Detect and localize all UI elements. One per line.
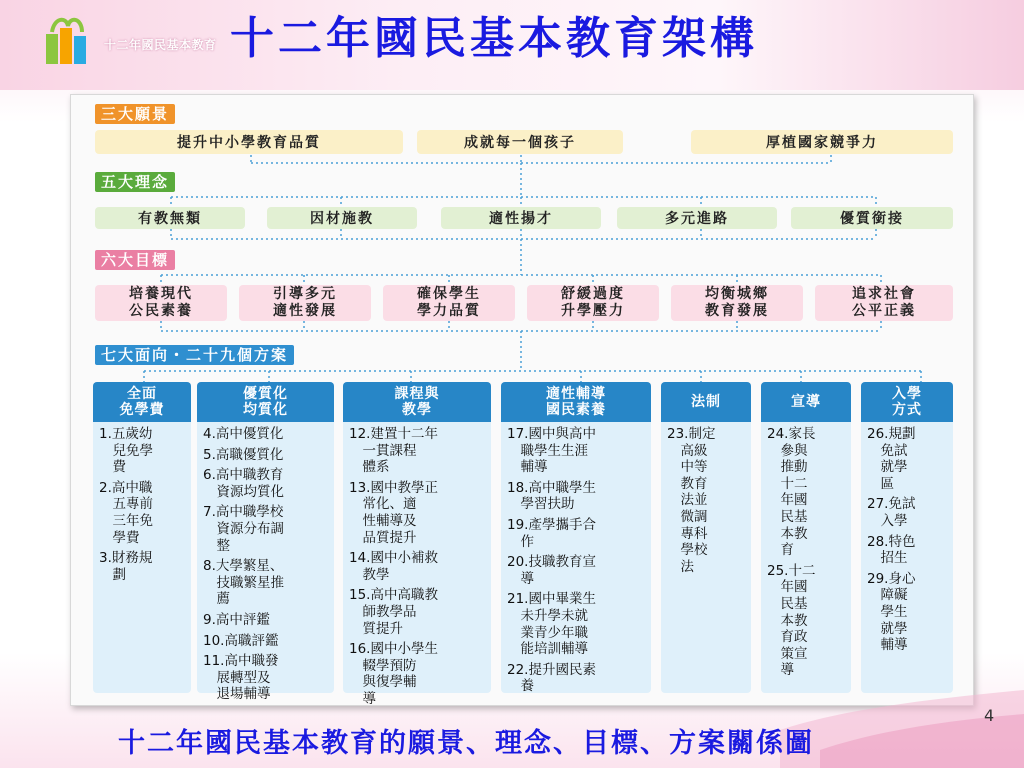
plan-item: 20.技職教育宣 導 — [507, 554, 596, 587]
plan-item: 2.高中職 五專前 三年免 學費 — [99, 479, 153, 546]
plan-item: 8.大學繁星、 技職繁星推 薦 — [203, 558, 284, 608]
plan-column-body — [99, 426, 189, 587]
plan-item: 29.身心 障礙 學生 就學 輔導 — [867, 570, 916, 654]
vision-item: 成就每一個孩子 — [417, 130, 623, 154]
plan-item: 6.高中職教育 資源均質化 — [203, 467, 284, 500]
plan-item: 23.制定 高級 中等 教育 法並 微調 專科 學校 法 — [667, 426, 716, 575]
plan-column-header: 入學 方式 — [861, 382, 953, 422]
plan-column-body — [667, 426, 749, 579]
goal-item: 均衡城鄉 教育發展 — [671, 285, 803, 321]
vision-item: 提升中小學教育品質 — [95, 130, 403, 154]
goal-item: 確保學生 學力品質 — [383, 285, 515, 321]
plan-column-body — [767, 426, 849, 683]
plan-column-body — [867, 426, 951, 658]
plan-item: 17.國中與高中 職學生生涯 輔導 — [507, 426, 596, 476]
plan-item: 21.國中畢業生 未升學未就 業青少年職 能培訓輔導 — [507, 591, 596, 658]
plan-item: 16.國中小學生 輟學預防 與復學輔 導 — [349, 641, 438, 707]
plan-item: 10.高職評鑑 — [203, 632, 279, 649]
section-label-goals: 六大目標 — [95, 250, 175, 270]
page-number: 4 — [984, 706, 995, 725]
vision-item: 厚植國家競爭力 — [691, 130, 953, 154]
plan-column — [197, 382, 334, 703]
diagram-caption: 十二年國民基本教育的願景、理念、目標、方案關係圖 — [118, 728, 814, 759]
plan-column-header: 優質化 均質化 — [197, 382, 334, 422]
plan-column-header: 宣導 — [761, 382, 851, 422]
plan-column — [661, 382, 751, 693]
plan-item: 22.提升國民素 養 — [507, 661, 596, 695]
plan-item: 19.產學攜手合 作 — [507, 516, 596, 550]
plan-item: 11.高中職發 展轉型及 退場輔導 — [203, 653, 279, 703]
plan-item: 1.五歲幼 兒免學 費 — [99, 426, 153, 476]
plan-column — [93, 382, 191, 693]
idea-item: 優質銜接 — [791, 207, 953, 229]
plan-item: 28.特色 招生 — [867, 533, 916, 567]
plan-column-header: 法制 — [661, 382, 751, 422]
goal-item: 引導多元 適性發展 — [239, 285, 371, 321]
plan-item: 5.高職優質化 — [203, 446, 284, 463]
plan-column — [501, 382, 651, 693]
idea-item: 因材施教 — [267, 207, 417, 229]
plan-column — [343, 382, 491, 707]
plan-item: 24.家長 參與 推動 十二 年國 民基 本教 育 — [767, 426, 816, 559]
plan-item: 12.建置十二年 一貫課程 體系 — [349, 426, 438, 476]
plan-column-body — [507, 426, 649, 699]
plan-item: 13.國中教學正 常化、適 性輔導及 品質提升 — [349, 479, 438, 546]
plan-item: 18.高中職學生 學習扶助 — [507, 479, 596, 513]
plan-column-body — [203, 426, 332, 707]
plan-column-header: 課程與 教學 — [343, 382, 491, 422]
idea-item: 多元進路 — [617, 207, 777, 229]
goal-item: 追求社會 公平正義 — [815, 285, 953, 321]
plan-item: 25.十二 年國 民基 本教 育政 策宣 導 — [767, 562, 816, 679]
plan-item: 4.高中優質化 — [203, 426, 284, 442]
plan-item: 14.國中小補救 教學 — [349, 550, 438, 583]
goal-item: 培養現代 公民素養 — [95, 285, 227, 321]
plan-column-header: 適性輔導 國民素養 — [501, 382, 651, 422]
plan-column-header: 全面 免學費 — [93, 382, 191, 422]
plan-item: 27.免試 入學 — [867, 496, 916, 529]
framework-diagram — [70, 94, 974, 706]
plan-item: 3.財務規 劃 — [99, 550, 153, 583]
section-label-ideas: 五大理念 — [95, 172, 175, 192]
plan-column — [761, 382, 851, 693]
slide-title: 十二年國民基本教育架構 — [230, 13, 758, 64]
section-label-plans: 七大面向・二十九個方案 — [95, 345, 294, 365]
idea-item: 有教無類 — [95, 207, 245, 229]
idea-item: 適性揚才 — [441, 207, 601, 229]
plan-column — [861, 382, 953, 693]
plan-column-body — [349, 426, 489, 712]
plan-item: 9.高中評鑑 — [203, 611, 270, 628]
plan-item: 26.規劃 免試 就學 區 — [867, 426, 916, 492]
plan-item: 7.高中職學校 資源分布調 整 — [203, 504, 284, 554]
education-logo-icon — [42, 12, 92, 68]
goal-item: 舒緩過度 升學壓力 — [527, 285, 659, 321]
section-label-vision: 三大願景 — [95, 104, 175, 124]
logo-text: 十二年國民基本教育 — [104, 38, 217, 52]
plan-item: 15.高中高職教 師教學品 質提升 — [349, 587, 438, 637]
